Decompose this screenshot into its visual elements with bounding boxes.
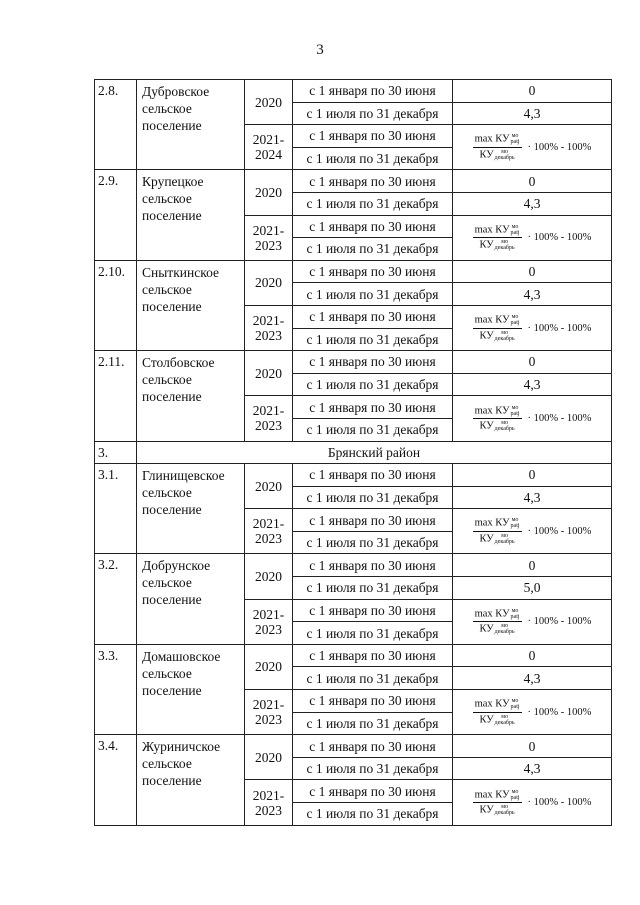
formula-cell [453, 780, 612, 825]
period-cell: с 1 января по 30 июня [293, 260, 453, 283]
settlement-name-line: Сныткинское [142, 264, 219, 280]
period-cell: с 1 января по 30 июня [293, 464, 453, 487]
formula-denominator-sub: декабрь [494, 810, 515, 816]
formula-denominator-indices [495, 623, 515, 635]
formula-numerator-sup: мо [511, 404, 519, 411]
formula-denominator-indices [495, 239, 515, 251]
table-row [95, 735, 612, 758]
formula-numerator-text: max КУ [474, 133, 510, 145]
period-cell: с 1 июля по 31 декабря [293, 486, 453, 509]
settlement-name-line: Добрунское [142, 558, 211, 574]
table-row [95, 464, 612, 487]
formula-suffix: · 100% - 100% [527, 232, 592, 244]
table-row [95, 80, 612, 103]
formula-numerator-sub: рatj [510, 613, 520, 620]
year-text: 2021- [252, 403, 285, 419]
period-cell: с 1 января по 30 июня [293, 170, 453, 193]
year-text: 2020 [255, 94, 282, 110]
year-text: 2023 [255, 712, 282, 728]
settlement-name [137, 260, 245, 350]
formula [456, 133, 608, 161]
formula-numerator [473, 789, 522, 803]
formula-numerator-sub: рatj [510, 320, 520, 327]
formula-denominator-indices [495, 714, 515, 726]
period-cell: с 1 января по 30 июня [293, 125, 453, 148]
formula-cell [453, 396, 612, 441]
settlement-name [137, 735, 245, 825]
year-text: 2023 [255, 328, 282, 344]
formula-numerator-sup: мо [511, 223, 519, 230]
value-cell: 0 [453, 735, 612, 758]
formula-cell [453, 599, 612, 644]
formula-denominator-sup: мо [501, 239, 509, 246]
formula-denominator-indices [495, 420, 515, 432]
year-text: 2021- [252, 787, 285, 803]
formula-denominator-sup: мо [501, 623, 509, 630]
formula-suffix: · 100% - 100% [527, 322, 592, 334]
formula-denominator-text: КУ [479, 329, 494, 341]
formula-numerator [473, 517, 522, 531]
formula [456, 517, 608, 545]
table-row [95, 260, 612, 283]
formula-numerator-text: max КУ [474, 404, 510, 416]
formula-denominator-indices [495, 533, 515, 545]
year-cell [245, 644, 293, 689]
settlement-name-line: поселение [142, 502, 202, 518]
formula-numerator-sup: мо [511, 314, 519, 321]
table-row [95, 170, 612, 193]
year-text: 2021- [252, 132, 285, 148]
formula-cell [453, 690, 612, 735]
row-number: 3.4. [95, 735, 137, 825]
settlement-name-line: Дубровское [142, 84, 210, 99]
settlement-name-line: поселение [142, 592, 202, 608]
period-cell: с 1 июля по 31 декабря [293, 622, 453, 645]
formula-cell [453, 305, 612, 350]
formula-numerator-indices [511, 133, 520, 145]
formula-denominator [479, 238, 514, 251]
formula-numerator-indices [511, 314, 520, 326]
row-number: 3.3. [95, 644, 137, 734]
year-text: 2020 [255, 478, 282, 494]
row-number: 3.2. [95, 554, 137, 644]
year-text: 2021- [252, 606, 285, 622]
year-cell [245, 735, 293, 780]
value-cell: 4,3 [453, 283, 612, 306]
settlement-name-line: сельское [142, 756, 192, 772]
formula-numerator-text: max КУ [474, 789, 510, 800]
table-row [95, 644, 612, 667]
settlement-name-line: поселение [142, 298, 202, 314]
formula-denominator [479, 803, 514, 816]
page-number: 3 [316, 42, 324, 58]
formula-cell [453, 509, 612, 554]
formula-fraction [473, 517, 522, 545]
year-text: 2020 [255, 659, 282, 675]
period-cell: с 1 января по 30 июня [293, 351, 453, 374]
period-cell: с 1 июля по 31 декабря [293, 373, 453, 396]
value-cell: 4,3 [453, 486, 612, 509]
year-cell [245, 509, 293, 554]
period-cell: с 1 июля по 31 декабря [293, 418, 453, 441]
period-cell: с 1 июля по 31 декабря [293, 531, 453, 554]
value-cell: 4,3 [453, 373, 612, 396]
settlement-name-line: сельское [142, 372, 192, 388]
year-text: 2021- [252, 222, 285, 238]
formula-denominator-sub: декабрь [494, 719, 515, 726]
value-cell: 4,3 [453, 192, 612, 215]
formula-denominator-sub: декабрь [494, 425, 515, 432]
period-cell: с 1 января по 30 июня [293, 644, 453, 667]
period-cell: с 1 января по 30 июня [293, 396, 453, 419]
formula [456, 608, 608, 636]
period-cell: с 1 января по 30 июня [293, 554, 453, 577]
year-text: 2021- [252, 313, 285, 329]
table-row [95, 554, 612, 577]
formula-denominator-text: КУ [479, 420, 494, 432]
period-cell: с 1 января по 30 июня [293, 305, 453, 328]
formula-numerator [473, 608, 522, 622]
table-row [95, 441, 612, 464]
value-cell: 0 [453, 80, 612, 103]
settlement-name-line: поселение [142, 208, 202, 224]
value-cell: 0 [453, 260, 612, 283]
settlement-name-line: Столбовское [142, 355, 215, 371]
settlement-name-line: сельское [142, 101, 192, 116]
settlement-name-line: сельское [142, 575, 192, 591]
formula-denominator-sub: декабрь [494, 154, 515, 161]
year-text: 2021- [252, 697, 285, 713]
value-cell: 0 [453, 464, 612, 487]
settlement-name-line: Журиничское [142, 739, 221, 755]
formula-denominator-indices [495, 149, 515, 161]
formula-denominator-text: КУ [479, 623, 494, 635]
formula-numerator-text: max КУ [474, 608, 510, 620]
year-text: 2020 [255, 569, 282, 585]
formula-denominator-sub: декабрь [494, 245, 515, 252]
value-cell: 0 [453, 351, 612, 374]
year-text: 2020 [255, 749, 282, 765]
row-number: 3.1. [95, 464, 137, 554]
formula-denominator-sup: мо [501, 148, 509, 155]
formula-numerator-sup: мо [511, 517, 519, 524]
formula-fraction [473, 608, 522, 636]
row-number: 2.11. [95, 351, 137, 441]
formula-denominator-text: КУ [479, 714, 494, 726]
year-cell [245, 351, 293, 396]
formula-denominator [479, 622, 514, 635]
formula-numerator-indices [511, 789, 520, 801]
formula-numerator-sup: мо [511, 607, 519, 614]
formula-numerator-sup: мо [511, 788, 519, 795]
formula-cell [453, 125, 612, 170]
year-text: 2021- [252, 516, 285, 532]
formula-numerator-text: max КУ [474, 698, 510, 710]
tariff-table [94, 79, 612, 826]
formula-numerator-sub: рatj [510, 229, 520, 236]
year-text: 2020 [255, 275, 282, 291]
year-cell [245, 780, 293, 825]
formula-suffix: · 100% - 100% [527, 616, 592, 628]
year-text: 2023 [255, 237, 282, 253]
formula-fraction [473, 698, 522, 726]
formula-numerator [473, 133, 522, 147]
formula-numerator-sub: рatj [510, 704, 520, 711]
formula-numerator-indices [511, 517, 520, 529]
period-cell: с 1 июля по 31 декабря [293, 238, 453, 261]
period-cell: с 1 июля по 31 декабря [293, 192, 453, 215]
formula-denominator-sup: мо [501, 804, 509, 810]
year-text: 2023 [255, 418, 282, 434]
formula-numerator-sup: мо [511, 698, 519, 705]
formula-cell [453, 215, 612, 260]
period-cell: с 1 января по 30 июня [293, 80, 453, 103]
year-text: 2020 [255, 365, 282, 381]
formula-fraction [473, 789, 522, 817]
formula-suffix: · 100% - 100% [527, 525, 592, 537]
settlement-name-line: поселение [142, 682, 202, 698]
formula-numerator-sup: мо [511, 133, 519, 140]
year-text: 2020 [255, 184, 282, 200]
value-cell: 4,3 [453, 667, 612, 690]
period-cell: с 1 января по 30 июня [293, 509, 453, 532]
period-cell: с 1 июля по 31 декабря [293, 328, 453, 351]
formula-denominator-text: КУ [479, 239, 494, 251]
formula-denominator-sub: декабрь [494, 629, 515, 636]
table-row [95, 351, 612, 374]
year-cell [245, 305, 293, 350]
period-cell: с 1 июля по 31 декабря [293, 283, 453, 306]
formula-numerator-sub: рatj [510, 794, 520, 801]
formula-denominator-indices [495, 804, 515, 816]
year-text: 2023 [255, 621, 282, 637]
formula-numerator-text: max КУ [474, 314, 510, 326]
settlement-name [137, 464, 245, 554]
formula [456, 314, 608, 342]
formula-suffix: · 100% - 100% [527, 797, 592, 808]
formula-numerator [473, 224, 522, 238]
year-cell [245, 599, 293, 644]
formula-fraction [473, 133, 522, 161]
formula-suffix: · 100% - 100% [527, 706, 592, 718]
year-text: 2024 [255, 147, 282, 163]
formula [456, 405, 608, 433]
formula-denominator-text: КУ [479, 804, 494, 816]
value-cell: 0 [453, 644, 612, 667]
formula-denominator-sup: мо [501, 419, 509, 426]
settlement-name-line: сельское [142, 281, 192, 297]
formula-denominator [479, 148, 514, 161]
period-cell: с 1 января по 30 июня [293, 215, 453, 238]
formula [456, 698, 608, 726]
formula-numerator-sub: рatj [510, 139, 520, 146]
formula [456, 789, 608, 817]
row-number: 2.10. [95, 260, 137, 350]
settlement-name-line: Домашовское [142, 648, 221, 664]
year-cell [245, 215, 293, 260]
period-cell: с 1 января по 30 июня [293, 780, 453, 803]
formula-denominator-sub: декабрь [494, 335, 515, 342]
value-cell: 0 [453, 170, 612, 193]
year-cell [245, 125, 293, 170]
settlement-name-line: сельское [142, 665, 192, 681]
formula-fraction [473, 314, 522, 342]
formula-numerator-sub: рatj [510, 523, 520, 530]
year-cell [245, 170, 293, 215]
year-cell [245, 690, 293, 735]
formula-denominator [479, 713, 514, 726]
period-cell: с 1 июля по 31 декабря [293, 803, 453, 826]
year-cell [245, 260, 293, 305]
row-number: 2.9. [95, 170, 137, 260]
period-cell: с 1 июля по 31 декабря [293, 102, 453, 125]
formula-fraction [473, 405, 522, 433]
settlement-name-line: поселение [142, 389, 202, 405]
formula-numerator-sub: рatj [510, 410, 520, 417]
period-cell: с 1 июля по 31 декабря [293, 667, 453, 690]
formula-numerator-text: max КУ [474, 517, 510, 529]
formula-denominator-sup: мо [501, 532, 509, 539]
formula-numerator-text: max КУ [474, 224, 510, 236]
settlement-name [137, 170, 245, 260]
tariff-table-body [95, 80, 612, 826]
formula-suffix: · 100% - 100% [527, 412, 592, 424]
formula-numerator [473, 314, 522, 328]
year-cell [245, 80, 293, 125]
formula-denominator-text: КУ [479, 533, 494, 545]
formula-numerator-indices [511, 224, 520, 236]
formula-denominator-sup: мо [501, 713, 509, 720]
period-cell: с 1 июля по 31 декабря [293, 577, 453, 600]
period-cell: с 1 июля по 31 декабря [293, 757, 453, 780]
settlement-name [137, 351, 245, 441]
value-cell: 4,3 [453, 757, 612, 780]
value-cell: 4,3 [453, 102, 612, 125]
formula-denominator-sup: мо [501, 329, 509, 336]
formula-numerator [473, 698, 522, 712]
year-cell [245, 396, 293, 441]
period-cell: с 1 июля по 31 декабря [293, 712, 453, 735]
period-cell: с 1 января по 30 июня [293, 735, 453, 758]
year-cell [245, 464, 293, 509]
settlement-name [137, 554, 245, 644]
value-cell: 5,0 [453, 577, 612, 600]
formula-denominator-sub: декабрь [494, 538, 515, 545]
year-text: 2023 [255, 531, 282, 547]
settlement-name [137, 80, 245, 170]
period-cell: с 1 января по 30 июня [293, 690, 453, 713]
section-number: 3. [95, 441, 137, 464]
formula-denominator [479, 329, 514, 342]
formula-denominator-text: КУ [479, 149, 494, 161]
settlement-name-line: поселение [142, 773, 202, 789]
value-cell: 0 [453, 554, 612, 577]
settlement-name-line: сельское [142, 485, 192, 501]
settlement-name-line: Крупецкое [142, 174, 204, 190]
formula-numerator [473, 405, 522, 419]
settlement-name-line: Глинищевское [142, 468, 225, 484]
year-cell [245, 554, 293, 599]
section-title: Брянский район [137, 441, 612, 464]
year-text: 2023 [255, 802, 282, 818]
period-cell: с 1 января по 30 июня [293, 599, 453, 622]
formula-numerator-indices [511, 698, 520, 710]
settlement-name [137, 644, 245, 734]
formula-numerator-indices [511, 405, 520, 417]
period-cell: с 1 июля по 31 декабря [293, 147, 453, 170]
formula-suffix: · 100% - 100% [527, 141, 592, 153]
formula [456, 224, 608, 252]
formula-denominator [479, 419, 514, 432]
row-number: 2.8. [95, 80, 137, 170]
formula-denominator-indices [495, 330, 515, 342]
settlement-name-line: сельское [142, 191, 192, 207]
formula-fraction [473, 224, 522, 252]
settlement-name-line: поселение [142, 118, 202, 133]
formula-denominator [479, 532, 514, 545]
formula-numerator-indices [511, 608, 520, 620]
